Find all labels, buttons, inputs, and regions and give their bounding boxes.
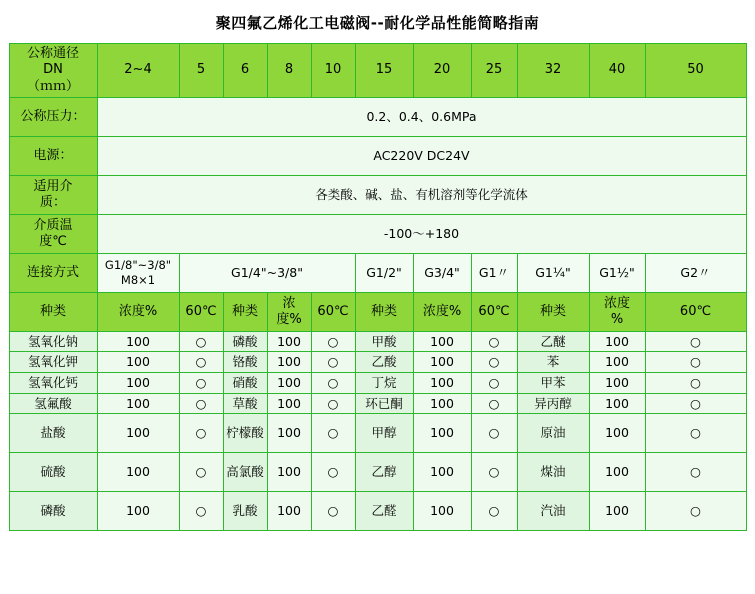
table-row-temperature bbox=[9, 214, 746, 253]
connection-value: G3/4" bbox=[413, 253, 471, 292]
chem-name: 甲酸 bbox=[355, 331, 413, 352]
chem-name: 乙醛 bbox=[355, 492, 413, 531]
temperature-value: -100～+180 bbox=[97, 214, 746, 253]
chem-name: 甲醇 bbox=[355, 414, 413, 453]
pressure-label: 公称压力： bbox=[9, 97, 97, 136]
chem-conc: 100 bbox=[267, 492, 311, 531]
dn-label-line2: DN bbox=[43, 62, 63, 78]
chem-name: 乙醇 bbox=[355, 453, 413, 492]
chem-conc: 100 bbox=[589, 414, 645, 453]
chem-header-cell: 种类 bbox=[223, 292, 267, 331]
dn-value: 20 bbox=[413, 44, 471, 98]
dn-value: 6 bbox=[223, 44, 267, 98]
chem-rating: ○ bbox=[471, 352, 517, 373]
chem-header-cell: 种类 bbox=[355, 292, 413, 331]
dn-value: 40 bbox=[589, 44, 645, 98]
chem-conc: 100 bbox=[413, 331, 471, 352]
chem-rating: ○ bbox=[645, 414, 746, 453]
page-title: 聚四氟乙烯化工电磁阀--耐化学品性能简略指南 bbox=[215, 14, 540, 32]
chem-name: 磷酸 bbox=[223, 331, 267, 352]
chem-name: 柠檬酸 bbox=[223, 414, 267, 453]
chem-rating: ○ bbox=[311, 492, 355, 531]
chem-name: 汽油 bbox=[517, 492, 589, 531]
table-row-dn bbox=[9, 44, 746, 98]
chem-header-cell bbox=[267, 292, 311, 331]
chem-rating: ○ bbox=[471, 453, 517, 492]
pressure-value: 0.2、0.4、0.6MPa bbox=[97, 97, 746, 136]
chem-conc: 100 bbox=[413, 352, 471, 373]
chem-name: 盐酸 bbox=[9, 414, 97, 453]
chem-rating: ○ bbox=[311, 331, 355, 352]
chem-rating: ○ bbox=[179, 492, 223, 531]
chem-rating: ○ bbox=[311, 453, 355, 492]
table-row-connection bbox=[9, 253, 746, 292]
chem-rating: ○ bbox=[645, 492, 746, 531]
chem-conc: 100 bbox=[589, 373, 645, 394]
chem-rating: ○ bbox=[645, 331, 746, 352]
chem-name: 甲苯 bbox=[517, 373, 589, 394]
connection-value: G1½" bbox=[589, 253, 645, 292]
connection-value-line2: M8×1 bbox=[120, 272, 156, 287]
dn-label bbox=[9, 44, 97, 98]
connection-value: G1/2" bbox=[355, 253, 413, 292]
table-row bbox=[9, 453, 746, 492]
temperature-label-line2: 度℃ bbox=[39, 233, 67, 249]
chem-rating: ○ bbox=[179, 331, 223, 352]
chem-conc: 100 bbox=[267, 393, 311, 414]
chem-conc: 100 bbox=[413, 492, 471, 531]
chem-conc: 100 bbox=[97, 393, 179, 414]
medium-label-line2: 质： bbox=[39, 194, 66, 210]
chem-conc: 100 bbox=[589, 453, 645, 492]
spec-table bbox=[9, 43, 747, 531]
chem-rating: ○ bbox=[471, 331, 517, 352]
chem-header-cell: 浓度% bbox=[97, 292, 179, 331]
medium-label-line1: 适用介 bbox=[33, 178, 73, 194]
chem-conc: 100 bbox=[413, 453, 471, 492]
connection-value: G1/4"~3/8" bbox=[179, 253, 355, 292]
table-row bbox=[9, 492, 746, 531]
chem-name: 氢氧化钙 bbox=[9, 373, 97, 394]
connection-value: G1¼" bbox=[517, 253, 589, 292]
chem-rating: ○ bbox=[645, 373, 746, 394]
chem-rating: ○ bbox=[311, 393, 355, 414]
chem-header-cell: 60℃ bbox=[311, 292, 355, 331]
connection-value-line1: G1/8"~3/8" bbox=[104, 258, 172, 273]
chem-name: 磷酸 bbox=[9, 492, 97, 531]
chem-conc: 100 bbox=[589, 331, 645, 352]
table-row bbox=[9, 331, 746, 352]
chem-rating: ○ bbox=[311, 414, 355, 453]
chem-conc: 100 bbox=[267, 414, 311, 453]
chem-rating: ○ bbox=[179, 352, 223, 373]
chem-rating: ○ bbox=[311, 352, 355, 373]
temperature-label-line1: 介质温 bbox=[33, 217, 73, 233]
chem-rating: ○ bbox=[311, 373, 355, 394]
table-row-medium bbox=[9, 175, 746, 214]
chem-header-cell: 种类 bbox=[9, 292, 97, 331]
table-row-power bbox=[9, 136, 746, 175]
chem-name: 氢氧化钠 bbox=[9, 331, 97, 352]
chem-rating: ○ bbox=[179, 373, 223, 394]
chem-conc: 100 bbox=[97, 453, 179, 492]
table-row-pressure bbox=[9, 97, 746, 136]
dn-value: 15 bbox=[355, 44, 413, 98]
chem-name: 煤油 bbox=[517, 453, 589, 492]
table-row-chem-header bbox=[9, 292, 746, 331]
connection-label: 连接方式 bbox=[9, 253, 97, 292]
chem-name: 苯 bbox=[517, 352, 589, 373]
chem-conc: 100 bbox=[267, 453, 311, 492]
dn-value: 2~4 bbox=[97, 44, 179, 98]
chem-conc: 100 bbox=[267, 373, 311, 394]
chem-conc: 100 bbox=[97, 492, 179, 531]
chem-conc: 100 bbox=[267, 331, 311, 352]
connection-value bbox=[97, 253, 179, 292]
medium-label bbox=[9, 175, 97, 214]
chem-name: 硝酸 bbox=[223, 373, 267, 394]
table-row bbox=[9, 393, 746, 414]
chem-name: 乙酸 bbox=[355, 352, 413, 373]
chem-name: 氢氧化钾 bbox=[9, 352, 97, 373]
chem-header-line2: % bbox=[610, 311, 624, 327]
chem-name: 氢氟酸 bbox=[9, 393, 97, 414]
table-row bbox=[9, 414, 746, 453]
chem-name: 硫酸 bbox=[9, 453, 97, 492]
chem-header-cell bbox=[589, 292, 645, 331]
chem-header-cell: 60℃ bbox=[471, 292, 517, 331]
chem-rating: ○ bbox=[179, 393, 223, 414]
chem-rating: ○ bbox=[645, 393, 746, 414]
chem-rating: ○ bbox=[179, 453, 223, 492]
chem-rating: ○ bbox=[179, 414, 223, 453]
chem-conc: 100 bbox=[97, 414, 179, 453]
power-label: 电源： bbox=[9, 136, 97, 175]
chem-rating: ○ bbox=[471, 492, 517, 531]
chem-rating: ○ bbox=[471, 393, 517, 414]
chem-name: 环已酮 bbox=[355, 393, 413, 414]
temperature-label bbox=[9, 214, 97, 253]
chem-rating: ○ bbox=[645, 352, 746, 373]
chem-conc: 100 bbox=[589, 393, 645, 414]
chem-conc: 100 bbox=[97, 373, 179, 394]
chem-header-line1: 浓 bbox=[282, 295, 296, 311]
power-value: AC220V DC24V bbox=[97, 136, 746, 175]
dn-value: 5 bbox=[179, 44, 223, 98]
chem-header-line1: 浓度 bbox=[603, 295, 630, 311]
chem-header-line2: 度% bbox=[276, 311, 302, 327]
chem-name: 高氯酸 bbox=[223, 453, 267, 492]
chem-name: 乙醚 bbox=[517, 331, 589, 352]
chem-rating: ○ bbox=[471, 373, 517, 394]
chem-header-cell: 60℃ bbox=[179, 292, 223, 331]
chem-conc: 100 bbox=[589, 492, 645, 531]
connection-value: G1〃 bbox=[471, 253, 517, 292]
chem-rating: ○ bbox=[471, 414, 517, 453]
chem-name: 草酸 bbox=[223, 393, 267, 414]
chem-name: 丁烷 bbox=[355, 373, 413, 394]
dn-value: 32 bbox=[517, 44, 589, 98]
chem-header-cell: 浓度% bbox=[413, 292, 471, 331]
dn-value: 10 bbox=[311, 44, 355, 98]
chem-rating: ○ bbox=[645, 453, 746, 492]
chem-name: 铬酸 bbox=[223, 352, 267, 373]
table-row bbox=[9, 373, 746, 394]
dn-value: 50 bbox=[645, 44, 746, 98]
chem-conc: 100 bbox=[267, 352, 311, 373]
dn-label-line1: 公称通径 bbox=[26, 46, 79, 61]
table-row bbox=[9, 352, 746, 373]
chem-header-cell: 种类 bbox=[517, 292, 589, 331]
chem-conc: 100 bbox=[413, 373, 471, 394]
connection-value: G2〃 bbox=[645, 253, 746, 292]
dn-value: 25 bbox=[471, 44, 517, 98]
chem-name: 原油 bbox=[517, 414, 589, 453]
dn-label-line3: （ｍｍ） bbox=[26, 78, 79, 94]
chem-conc: 100 bbox=[413, 414, 471, 453]
chem-conc: 100 bbox=[97, 352, 179, 373]
chem-conc: 100 bbox=[413, 393, 471, 414]
chem-name: 乳酸 bbox=[223, 492, 267, 531]
chem-conc: 100 bbox=[97, 331, 179, 352]
chem-conc: 100 bbox=[589, 352, 645, 373]
medium-value: 各类酸、碱、盐、有机溶剂等化学流体 bbox=[97, 175, 746, 214]
chem-header-cell: 60℃ bbox=[645, 292, 746, 331]
chem-name: 异丙醇 bbox=[517, 393, 589, 414]
dn-value: 8 bbox=[267, 44, 311, 98]
